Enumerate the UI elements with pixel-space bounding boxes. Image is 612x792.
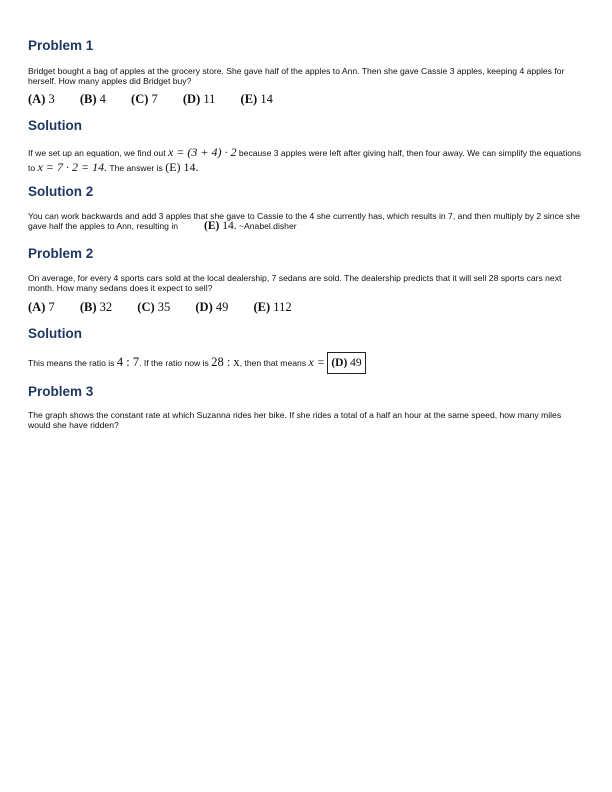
ratio-2: 28 : x [211, 355, 240, 369]
choice-c: (C) 7 [131, 92, 158, 106]
problem-3-text: The graph shows the constant rate at which Suzanna rides her bike. If she rides a total of a half an hour at the same speed, how many miles would she have ridden? [28, 410, 562, 431]
answer-box: (D) 49 [327, 352, 365, 374]
choice-c: (C) 35 [137, 300, 171, 314]
problem-1-text: Bridget bought a bag of apples at the grocery store. She gave half of the apples to Ann. Then she gave Cassie 3 apples, keeping 4 apples for herself. How many apples did Bridget buy? [28, 66, 565, 87]
problem-2-text: On average, for every 4 sports cars sold at the local dealership, 7 sedans are sold. The dealership predicts that it will sell 28 sports cars next month. How many sedans does it expect to sell? [28, 273, 562, 294]
problem-1-choices [28, 92, 295, 107]
variable-x: x = [308, 355, 325, 369]
solution-1-text: If we set up an equation, we find out x = (3 + 4) · 2 because 3 apples were left after giving half, then four away. We can simplify the equations to x = 7 · 2 = 14. The answer is (E) 14. [28, 145, 582, 174]
solution-2-text: You can work backwards and add 3 apples that she gave to Cassie to the 4 she currently has, which results in 7, and then multiply by 2 since she gave half the apples to Ann, resulting in (E) 14. ~Anabel.disher [28, 211, 580, 233]
choice-d: (D) 11 [182, 92, 216, 106]
problem-3-heading: Problem 3 [28, 384, 94, 399]
answer-1: (E) 14. [165, 160, 199, 174]
choice-a: (A) 7 [28, 300, 55, 314]
solution-3-text: This means the ratio is 4 : 7. If the ratio now is 28 : x, then that means x = (D) 49 [28, 352, 584, 374]
choice-e: (E) 112 [253, 300, 292, 314]
author-credit: ~Anabel.disher [239, 221, 297, 232]
choice-a: (A) 3 [28, 92, 55, 106]
equation-1: x = (3 + 4) · 2 [167, 145, 237, 159]
choice-b: (B) 32 [79, 300, 113, 314]
solution-1-heading: Solution [28, 118, 82, 133]
problem-1-heading: Problem 1 [28, 38, 94, 53]
answer-2: (E) 14. [204, 220, 237, 233]
problem-2-heading: Problem 2 [28, 246, 94, 261]
choice-d: (D) 49 [195, 300, 229, 314]
problem-2-choices [28, 300, 314, 315]
choice-e: (E) 14 [240, 92, 273, 106]
solution-3-heading: Solution [28, 326, 82, 341]
solution-2-heading: Solution 2 [28, 184, 94, 199]
equation-2: x = 7 · 2 = 14. [37, 160, 108, 174]
choice-b: (B) 4 [79, 92, 106, 106]
ratio-1: 4 : 7 [116, 355, 140, 369]
